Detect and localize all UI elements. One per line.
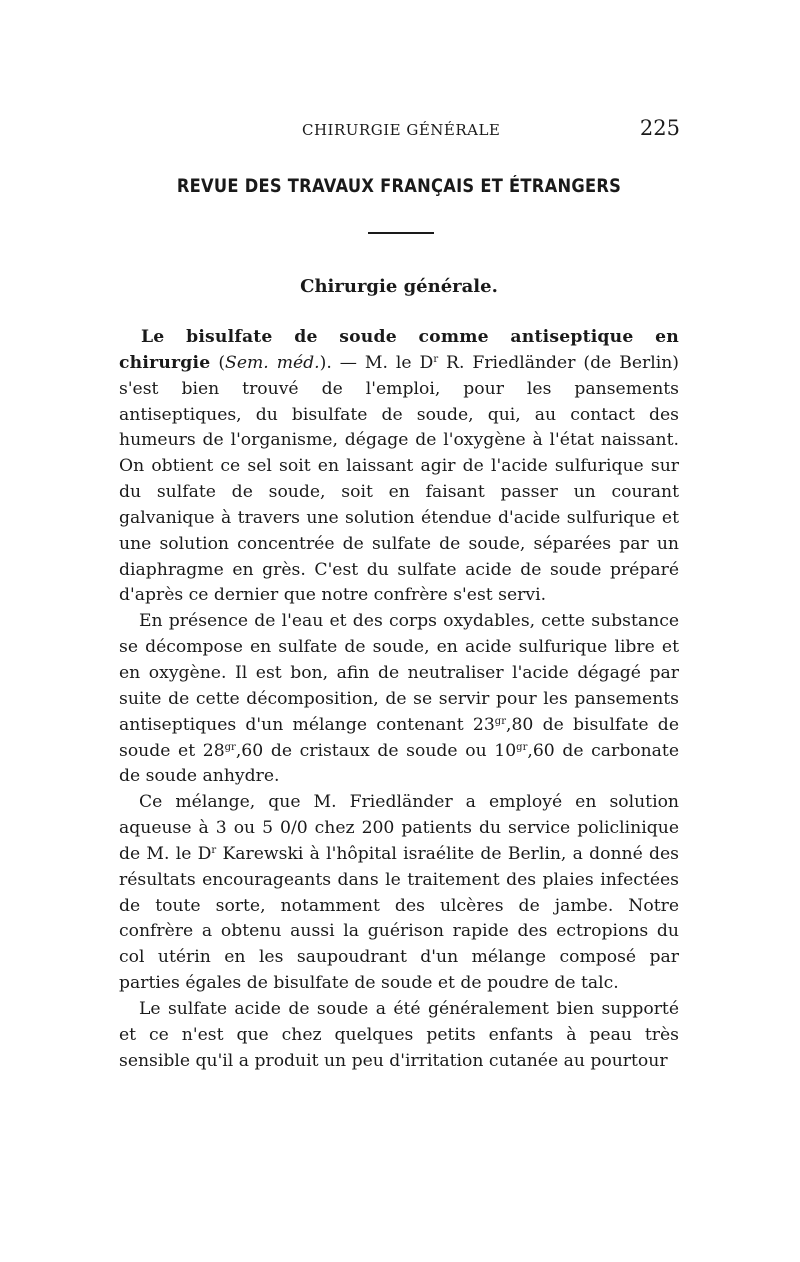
source-close: ). [319,352,332,373]
paragraph-1-text-b: R. Friedländer (de Berlin) s'est bien trouvé de l'emploi, pour les pansements antiseptiques, du bisulfate de soude, qui, au contact des humeurs de l'organisme, dégage de l'oxygène à l'état naissant. On obtient ce sel soit en laissant agir de l'acide sulfurique sur du sulfate de soude, soit en faisant passer un courant galvanique à travers une solution étendue d'acide sulfurique et une solution concentrée de sulfate de soude, séparées par un diaphragme en grès. C'est du sulfate acide de soude préparé d'après ce dernier que notre confrère s'est servi. [119,352,679,606]
paragraph-1 [119,325,679,609]
section-title: REVUE DES TRAVAUX FRANÇAIS ET ÉTRANGERS [176,176,622,197]
running-head [118,118,680,144]
paragraph-2 [119,609,679,790]
superscript-gr: gr [494,715,506,727]
article-source: Sem. méd. [225,352,320,373]
paragraph-3 [119,790,679,997]
superscript-gr: gr [516,741,528,753]
paragraph-2-text-d: ,60 de carbonate de soude anhydre. [119,740,679,787]
superscript-dr: r [211,844,217,856]
paragraph-1-text-a: — M. le D [331,352,434,373]
divider-rule [368,232,434,234]
paragraph-2-text-c: ,60 de cristaux de soude ou 10 [235,740,517,761]
source-open: ( [210,352,226,373]
paragraph-3-text-b: Karewski à l'hôpital israélite de Berlin, a donné des résultats encourageants dans le traitement des plaies infectées de toute sorte, notamment des ulcères de jambe. Notre confrère a obtenu aussi la guérison rapide des ectropions du col utérin en les saupoudrant d'un mélange composé par parties égales de bisulfate de soude et de poudre de talc. [119,843,679,994]
subsection-title: Chirurgie générale. [300,276,498,297]
paragraph-2-text-b: ,80 de bisulfate de soude et 28 [119,714,679,761]
article-body [119,325,679,1074]
running-title: CHIRURGIE GÉNÉRALE [302,121,501,139]
superscript-dr: r [433,353,439,365]
page-number: 225 [639,116,680,140]
paragraph-2-text-a: En présence de l'eau et des corps oxydables, cette substance se décompose en sulfate de soude, en acide sulfurique libre et en oxygène. Il est bon, afin de neutraliser l'acide dégagé par suite de cette décomposition, de se servir pour les pansements antiseptiques d'un mélange contenant 23 [119,611,679,735]
article-heading: Le bisulfate de soude comme antiseptique en chirurgie [119,327,679,373]
paragraph-4: Le sulfate acide de soude a été généralement bien supporté et ce n'est que chez quelques petits enfants à peau très sensible qu'il a produit un peu d'irritation cutanée au pourtour [119,998,679,1071]
superscript-gr: gr [224,741,236,753]
paragraph-3-text-a: Ce mélange, que M. Friedländer a employé en solution aqueuse à 3 ou 5 0/0 chez 200 patients du service policlinique de M. le D [119,792,679,864]
